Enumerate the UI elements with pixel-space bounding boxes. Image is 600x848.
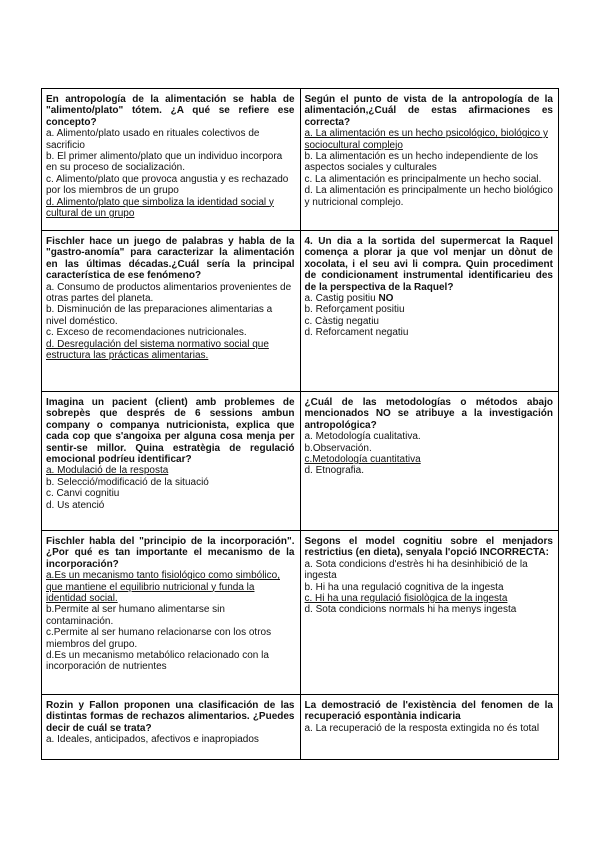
table-row [42, 392, 559, 531]
question-cell [42, 89, 301, 231]
option-c: c. La alimentación es principalmente un hecho social. [304, 173, 542, 185]
option-a: a. Alimento/plato usado en rituales colectivos de sacrificio [46, 128, 260, 151]
option-a-text: a. Castig positiu [304, 293, 379, 305]
option-a-mark: NO [378, 293, 394, 305]
option-a: a. Sota condicions d'estrès hi ha desinhibició de la ingesta [304, 558, 528, 582]
table-row [42, 89, 559, 231]
option-b: b. Selecció/modificació de la situació [46, 476, 209, 488]
question-text: Fischler habla del "principio de la incorporación". ¿Por qué es tan importante el mecanismo de la incorporación? [46, 536, 295, 570]
option-d: d. La alimentación es principalmente un hecho biológico y nutricional complejo. [304, 185, 553, 208]
option-c-correct: c.Metodología cuantitativa [304, 454, 421, 466]
option-a: a. Ideales, anticipados, afectivos e inapropiados [46, 734, 259, 746]
option-a [305, 293, 554, 304]
questions-table [41, 88, 559, 760]
question-cell [42, 531, 301, 695]
option-b: b. Hi ha una regulació cognitiva de la ingesta [304, 581, 504, 593]
question-text: Según el punto de vista de la antropología de la alimentación,¿Cuál de estas afirmaciones es correcta? [304, 94, 553, 128]
option-c: c. Càstig negatiu [304, 315, 379, 327]
question-text: 4. Un dia a la sortida del supermercat la Raquel comença a plorar ja que vol menjar un dònut de xocolata, i el seu avi li compra. Quin procediment de condicionament instrumental identificarieu des de la perspectiva de la Raquel? [304, 236, 553, 293]
option-b: b.Permite al ser humano alimentarse sin contaminación. [46, 604, 225, 627]
option-a: a. Consumo de productos alimentarios provenientes de otras partes del planeta. [46, 281, 292, 305]
question-cell [300, 695, 559, 760]
option-a: a. La recuperació de la resposta extingida no és total [304, 722, 540, 734]
question-text: ¿Cuál de las metodologías o métodos abajo mencionados NO se atribuye a la investigación antropológica? [304, 397, 553, 431]
question-text: Rozin y Fallon proponen una clasificación de las distintas formas de rechazos alimentarios. ¿Puedes decir de cuál se trata? [46, 700, 295, 734]
question-text: Segons el model cognitiu sobre el menjadors restrictius (en dieta), senyala l'opció INCORRECTA: [304, 536, 553, 559]
option-c: c. Canvi cognitiu [46, 488, 120, 500]
question-cell [300, 231, 559, 392]
option-c: c. Alimento/plato que provoca angustia y es rechazado por los miembros de un grupo [46, 173, 289, 197]
option-d: d. Etnografia. [304, 465, 364, 477]
option-c: c. Exceso de recomendaciones nutricionales. [46, 327, 247, 339]
option-b: b.Observación. [304, 442, 372, 454]
option-b: b. El primer alimento/plato que un individuo incorpora en su proceso de socialización. [46, 151, 283, 174]
option-d: d. Us atenció [46, 499, 105, 511]
option-a-correct: a.Es un mecanismo tanto fisiológico como simbólico, que mantiene el equilibrio nutricional y funda la identidad social. [46, 570, 280, 605]
table-row [42, 231, 559, 392]
option-d: d.Es un mecanismo metabólico relacionado con la incorporación de nutrientes [46, 650, 269, 673]
option-d-correct: d. Desregulación del sistema normativo social que estructura las prácticas alimentarias. [46, 338, 269, 362]
option-d: d. Sota condicions normals hi ha menys ingesta [304, 604, 517, 616]
option-d-correct: d. Alimento/plato que simboliza la identidad social y cultural de un grupo [46, 196, 274, 220]
option-b: b. Reforçament positiu [304, 304, 405, 316]
question-cell [42, 392, 301, 531]
option-c-correct: c. Hi ha una regulació fisiològica de la ingesta [304, 593, 508, 605]
option-a-correct: a. La alimentación es un hecho psicológico, biológico y sociocultural complejo [304, 128, 548, 151]
table-row [42, 695, 559, 760]
table-row [42, 531, 559, 695]
question-text: La demostració de l'existència del fenomen de la recuperació espontània indicaria [304, 700, 553, 723]
question-cell [42, 695, 301, 760]
question-text: Fischler hace un juego de palabras y habla de la "gastro-anomía" para caracterizar la alimentación en las últimas décadas.¿Cuál sería la principal característica de ese fenómeno? [46, 236, 295, 282]
question-text: En antropología de la alimentación se habla de "alimento/plato" tótem. ¿A qué se refiere ese concepto? [46, 94, 295, 128]
option-a-correct: a. Modulació de la resposta [46, 465, 169, 477]
option-d: d. Reforcament negatiu [304, 327, 409, 339]
option-a: a. Metodología cualitativa. [304, 431, 421, 443]
option-c: c.Permite al ser humano relacionarse con los otros miembros del grupo. [46, 627, 272, 650]
question-text: Imagina un pacient (client) amb problemes de sobrepès que després de 6 sessions ambun company o companya nutricionista, explica que cada cop que s'angoixa per alguna cosa menja per sentir-se millor. Quina estratègia de regulació emocional podríeu identificar? [46, 397, 295, 466]
option-b: b. Disminución de las preparaciones alimentarias a nivel doméstico. [46, 304, 273, 327]
question-cell [300, 531, 559, 695]
question-cell [42, 231, 301, 392]
question-cell [300, 89, 559, 231]
option-b: b. La alimentación es un hecho independiente de los aspectos sociales y culturales [304, 151, 539, 174]
question-cell [300, 392, 559, 531]
